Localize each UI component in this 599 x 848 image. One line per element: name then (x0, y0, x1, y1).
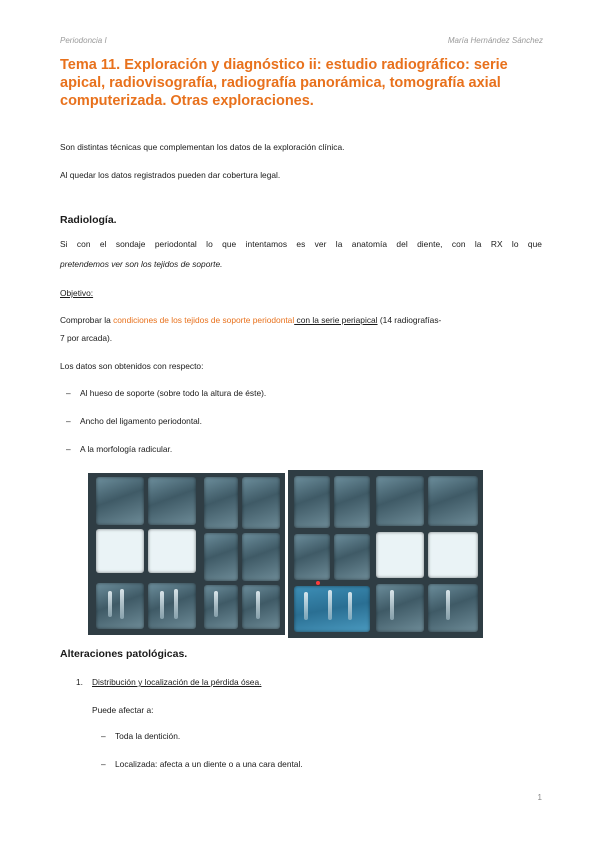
radiologia-paragraph-line2: pretendemos ver son los tejidos de soporte. (60, 259, 223, 269)
list-item-text: Localizada: afecta a un diente o a una cara dental. (115, 759, 303, 769)
item-number: 1. (76, 677, 83, 687)
list-item (66, 416, 202, 426)
list-item (101, 731, 180, 741)
xray-film-right (288, 470, 483, 638)
section-heading-radiologia: Radiología. (60, 214, 117, 226)
objetivo-text-pre: Comprobar la (60, 315, 114, 325)
bullet-dash: – (66, 416, 71, 426)
list-item-text: A la morfología radicular. (80, 444, 173, 454)
intro-paragraph-2: Al quedar los datos registrados pueden dar cobertura legal. (60, 170, 281, 180)
bullet-dash: – (66, 444, 71, 454)
list-item-text: Ancho del ligamento periodontal. (80, 416, 202, 426)
bullet-dash: – (101, 759, 106, 769)
marker-dot (316, 581, 320, 585)
intro-paragraph-1: Son distintas técnicas que complementan los datos de la exploración clínica. (60, 142, 345, 152)
bullet-dash: – (101, 731, 106, 741)
item-label: Distribución y localización de la pérdida ósea. (92, 677, 262, 687)
objetivo-text-post: (14 radiografías- (377, 315, 442, 325)
bullet-dash: – (66, 388, 71, 398)
section-heading-alteraciones: Alteraciones patológicas. (60, 648, 188, 660)
list-item (66, 444, 172, 454)
periapical-series-figure (88, 470, 483, 638)
header-author: María Hernández Sánchez (447, 36, 543, 45)
puede-afectar: Puede afectar a: (92, 705, 154, 715)
list-item (101, 759, 303, 769)
numbered-item-1 (76, 676, 558, 688)
header-course: Periodoncia I (60, 36, 107, 45)
list-item-text: Al hueso de soporte (sobre todo la altura de éste). (80, 388, 267, 398)
page-number: 1 (537, 793, 542, 802)
page-title: Tema 11. Exploración y diagnóstico ii: estudio radiográfico: serie apical, radiovisografía, radiografía panorámica, tomografía axial computerizada. Otras exploraciones. (60, 57, 508, 109)
objetivo-underlined: con la serie periapical (294, 315, 378, 325)
list-item (66, 388, 266, 398)
radiologia-paragraph-line1: Si con el sondaje periodontal lo que intentamos es ver la anatomía del diente, con la RX lo que (60, 239, 542, 249)
objetivo-label: Objetivo: (60, 288, 94, 298)
datos-intro: Los datos son obtenidos con respecto: (60, 361, 204, 371)
objetivo-highlight: condiciones de los tejidos de soporte periodontal (113, 315, 295, 325)
objetivo-paragraph-line2: 7 por arcada). (60, 333, 113, 343)
list-item-text: Toda la dentición. (115, 731, 181, 741)
objetivo-paragraph (60, 314, 542, 326)
xray-film-left (88, 473, 285, 635)
